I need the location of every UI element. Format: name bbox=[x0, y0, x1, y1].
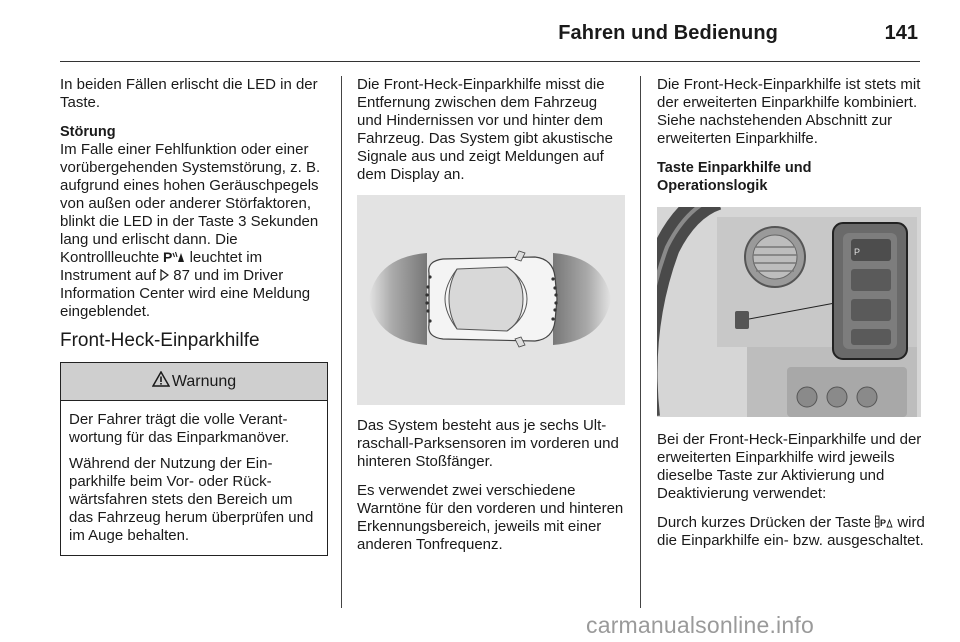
watermark: carmanualsonline.info bbox=[586, 612, 814, 638]
dashboard-illustration bbox=[657, 207, 921, 417]
combination-paragraph: Die Front-Heck-Einparkhilfe ist stets mit der erweiterten Einparkhilfe kombiniert. Siehe nachstehenden Abschnitt zur erweiterten Einparkhilfe. bbox=[657, 76, 921, 147]
stoerung-text-3: 87 und im Driver Information Center wird eine Meldung eingeblendet. bbox=[60, 267, 311, 320]
sensor-paragraph: Das System besteht aus je sechs Ultraschall-Parksensoren im vorderen und hinteren Stoßfänger. bbox=[357, 417, 619, 470]
section-title: Front-Heck-Einparkhilfe bbox=[60, 330, 260, 351]
press-text-2: wird die Einparkhilfe ein- bzw. ausgeschaltet. bbox=[657, 514, 925, 549]
svg-text:P: P bbox=[854, 247, 861, 257]
same-button-paragraph: Bei der Front-Heck-Einparkhilfe und der erweiterten Einparkhilfe wird jeweils dieselbe Taste zur Aktivierung und Deaktivierung verwendet: bbox=[657, 431, 922, 502]
intro-paragraph-2: Die Front-Heck-Einparkhilfe misst die Entfernung zwischen dem Fahrzeug und Hindernissen vor und hinter dem Fahrzeug. Das System gibt akustische Signale aus und zeigt Meldungen auf dem Display an. bbox=[357, 76, 613, 183]
warning-tone-paragraph: Es verwendet zwei verschiedene Warntöne für den vorderen und hinteren Erkennungsbereich, jeweils mit einer anderen Tonfrequenz. bbox=[357, 482, 624, 553]
park-assist-button-icon bbox=[875, 514, 893, 531]
intro-paragraph: In beiden Fällen erlischt die LED in der Taste. bbox=[60, 76, 318, 111]
parking-sensor-illustration bbox=[357, 195, 625, 405]
warning-box bbox=[60, 362, 328, 556]
parking-sensor-diagram bbox=[357, 195, 625, 405]
svg-text:P: P bbox=[880, 518, 887, 528]
svg-text:P: P bbox=[163, 250, 173, 263]
stoerung-paragraph bbox=[60, 141, 328, 321]
column-1 bbox=[60, 76, 328, 556]
stoerung-heading: Störung bbox=[60, 124, 116, 140]
page-reference-arrow-icon bbox=[160, 267, 169, 284]
press-text-1: Durch kurzes Drücken der Taste bbox=[657, 514, 876, 531]
header-divider bbox=[60, 61, 920, 62]
warning-paragraph-1: Der Fahrer trägt die volle Verantwortung für das Einparkmanöver. bbox=[69, 411, 290, 446]
warning-body bbox=[61, 401, 327, 555]
column-divider-2 bbox=[640, 76, 641, 608]
warning-triangle-icon bbox=[152, 371, 172, 392]
dashboard-button-photo bbox=[657, 207, 921, 417]
stoerung-text-1: Im Falle einer Fehlfunktion oder einer vorübergehenden Systemstörung, z. B. aufgrund eines hohen Geräuschpegels von außen oder anderer Störfaktoren, blinkt die LED in der Taste 3 Sekunden lang und erlischt dann. Die Kontrollleuchte bbox=[60, 141, 321, 266]
page-header-title: Fahren und Bedienung bbox=[558, 22, 778, 44]
stoerung-text-2: leuchtet im Instrument auf bbox=[60, 249, 263, 284]
press-button-paragraph bbox=[657, 514, 925, 550]
button-logic-heading: Taste Einparkhilfe und Operationslogik bbox=[657, 160, 812, 194]
column-2 bbox=[357, 76, 625, 565]
park-warning-lamp-icon bbox=[163, 249, 185, 266]
warning-label: Warnung bbox=[171, 372, 237, 390]
column-divider-1 bbox=[341, 76, 342, 608]
warning-header bbox=[61, 363, 327, 401]
column-3 bbox=[657, 76, 925, 561]
page-number: 141 bbox=[884, 22, 918, 44]
warning-paragraph-2: Während der Nutzung der Einparkhilfe beim Vor- oder Rückwärtsfahren stets den Bereich um das Fahrzeug herum überprüfen und im Auge behalten. bbox=[69, 455, 314, 544]
